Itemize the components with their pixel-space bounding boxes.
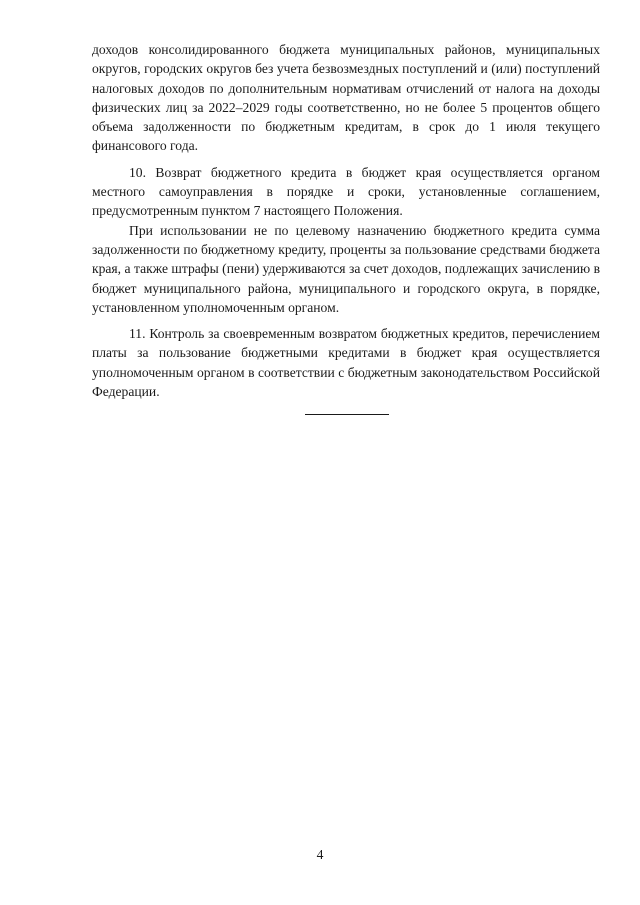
end-separator-line: [305, 414, 389, 415]
document-body: [92, 40, 600, 401]
paragraph-item-11: 11. Контроль за своевременным возвратом бюджетных кредитов, перечислением платы за пользование бюджетными кредитами в бюджет края осуществляется уполномоченным органом в соответствии с бюджетным законодательством Российской Федерации.: [92, 326, 600, 400]
paragraph-continuation: доходов консолидированного бюджета муниципальных районов, муниципальных округов, городских округов без учета безвозмездных поступлений и (или) поступлений налоговых доходов по дополнительным нормативам отчислений от налога на доходы физических лиц за 2022–2029 годы соответственно, но не более 5 процентов общего объема задолженности по бюджетным кредитам, в срок до 1 июля текущего финансового года.: [92, 42, 600, 154]
page-number: 4: [316, 847, 324, 862]
paragraph-item-10: 10. Возврат бюджетного кредита в бюджет края осуществляется органом местного самоуправления в порядке и сроки, установленные соглашением, предусмотренным пунктом 7 настоящего Положения.: [92, 164, 600, 219]
paragraph-misuse-clause: При использовании не по целевому назначению бюджетного кредита сумма задолженности по бюджетному кредиту, проценты за пользование средствами бюджета края, а также штрафы (пени) удерживаются за счет доходов, подлежащих зачислению в бюджет муниципального района, муниципального и городского округа, в порядке, установленном уполномоченным органом.: [92, 222, 600, 315]
